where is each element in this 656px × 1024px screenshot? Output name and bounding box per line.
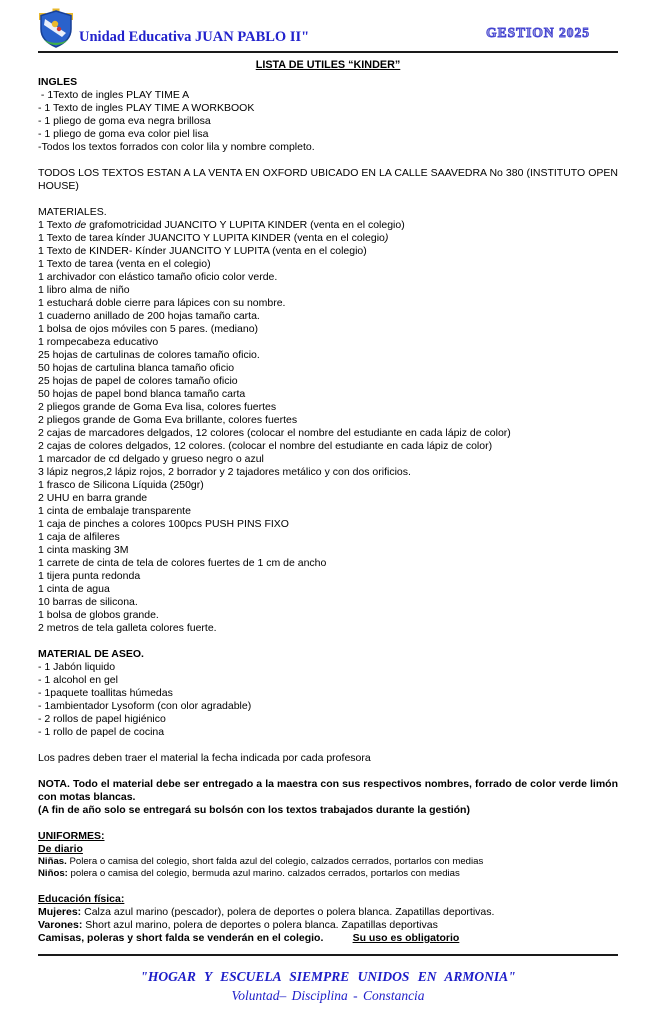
list-item <box>38 271 618 284</box>
text-run: 1 bolsa de globos grande. <box>38 609 159 621</box>
list-item <box>38 219 618 232</box>
school-crest-icon <box>38 8 74 48</box>
uniform-mujeres <box>38 906 618 919</box>
document-footer <box>38 954 618 1004</box>
text-run: - 1paquete toallitas húmedas <box>38 687 173 699</box>
list-item <box>38 89 618 102</box>
section-heading-uniformes <box>38 830 618 843</box>
uniform-ninos <box>38 868 618 880</box>
text-run: 1 Texto de tarea (venta en el colegio) <box>38 258 211 270</box>
list-item <box>38 570 618 583</box>
text-run: Niñas. <box>38 856 67 867</box>
list-item <box>38 245 618 258</box>
document-content <box>38 76 618 945</box>
text-run <box>323 932 352 944</box>
text-run: De diario <box>38 843 83 855</box>
text-run: NOTA. Todo el material debe ser entregado a la maestra con sus respectivos nombres, forrado de color verde limón con motas blancas. <box>38 778 618 803</box>
footer-values: Voluntad– Disciplina - Constancia <box>231 988 425 1003</box>
text-run: - 1Texto de ingles PLAY TIME A <box>38 89 190 101</box>
subheading-educacion-fisica <box>38 893 618 906</box>
text-run: 50 hojas de cartulina blanca tamaño oficio <box>38 362 235 374</box>
text-run: 1 cinta de agua <box>38 583 110 595</box>
list-item <box>38 687 618 700</box>
text-run: 25 hojas de cartulinas de colores tamaño oficio. <box>38 349 260 361</box>
text-run: 1 estuchará doble cierre para lápices con su nombre. <box>38 297 286 309</box>
text-run: 1 tijera punta redonda <box>38 570 141 582</box>
section-heading-aseo <box>38 648 618 661</box>
list-item <box>38 427 618 440</box>
text-run: 10 barras de silicona. <box>38 596 138 608</box>
list-item <box>38 336 618 349</box>
list-item <box>38 609 618 622</box>
text-run: - 1 pliego de goma eva negra brillosa <box>38 115 211 127</box>
list-item <box>38 674 618 687</box>
list-item <box>38 713 618 726</box>
list-item <box>38 531 618 544</box>
spacer <box>38 154 618 167</box>
section-heading-ingles <box>38 76 618 89</box>
list-item <box>38 310 618 323</box>
note-camisas <box>38 932 618 945</box>
list-item <box>38 700 618 713</box>
text-run: 2 UHU en barra grande <box>38 492 148 504</box>
text-run: 1 carrete de cinta de tela de colores fuertes de 1 cm de ancho <box>38 557 327 569</box>
list-item <box>38 388 618 401</box>
spacer <box>38 739 618 752</box>
subheading-de-diario <box>38 843 618 856</box>
school-name: Unidad Educativa JUAN PABLO II" <box>79 29 310 45</box>
text-run: MATERIALES. <box>38 206 107 218</box>
text-run: (A fin de año solo se entregará su bolsón con los textos trabajados durante la gestión) <box>38 804 470 816</box>
list-item <box>38 661 618 674</box>
text-run: 1 Texto de KINDER- Kínder JUANCITO Y LUPITA (venta en el colegio) <box>38 245 367 257</box>
text-run: 1 cuaderno anillado de 200 hojas tamaño carta. <box>38 310 260 322</box>
text-run: 1 libro alma de niño <box>38 284 130 296</box>
list-item <box>38 544 618 557</box>
text-run: Varones: <box>38 919 83 931</box>
text-run: Calza azul marino (pescador), polera de deportes o polera blanca. Zapatillas deportivas. <box>81 906 495 918</box>
text-run: - 1 pliego de goma eva color piel lisa <box>38 128 209 140</box>
text-run: 3 lápiz negros,2 lápiz rojos, 2 borrador y 2 tajadores metálico y con dos orificios. <box>38 466 411 478</box>
list-item <box>38 362 618 375</box>
text-run: - 2 rollos de papel higiénico <box>38 713 166 725</box>
text-run: Los padres deben traer el material la fecha indicada por cada profesora <box>38 752 371 764</box>
list-item <box>38 258 618 271</box>
gestion-label: GESTION 2025 <box>486 25 590 40</box>
text-run: -Todos los textos forrados con color lila y nombre completo. <box>38 141 315 153</box>
spacer <box>38 635 618 648</box>
text-run: TODOS LOS TEXTOS ESTAN A LA VENTA EN OXFORD UBICADO EN LA CALLE SAAVEDRA No 380 (INSTITUTO OPEN HOUSE) <box>38 167 618 192</box>
text-run: 1 marcador de cd delgado y grueso negro o azul <box>38 453 264 465</box>
text-run: 1 caja de alfileres <box>38 531 120 543</box>
section-heading-materiales <box>38 206 618 219</box>
list-item <box>38 349 618 362</box>
list-item <box>38 141 618 154</box>
list-item <box>38 557 618 570</box>
list-item <box>38 284 618 297</box>
text-run: polera o camisa del colegio, bermuda azul marino. calzados cerrados, portarlos con medias <box>67 868 460 879</box>
list-item <box>38 115 618 128</box>
note-fin-de-ano <box>38 804 618 817</box>
list-item <box>38 479 618 492</box>
text-run: 1 Texto de tarea kínder JUANCITO Y LUPITA KINDER (venta en el colegio <box>38 232 385 244</box>
list-item <box>38 323 618 336</box>
list-item <box>38 401 618 414</box>
list-item <box>38 622 618 635</box>
spacer <box>38 765 618 778</box>
notice-venta-textos <box>38 167 618 193</box>
text-run: INGLES <box>38 76 78 88</box>
note-nota <box>38 778 618 804</box>
text-run: Short azul marino, polera de deportes o polera blanca. Zapatillas deportivas <box>82 919 438 931</box>
spacer <box>38 880 618 893</box>
text-run: 25 hojas de papel de colores tamaño oficio <box>38 375 238 387</box>
text-run: grafomotricidad JUANCITO Y LUPITA KINDER (venta en el colegio) <box>86 219 405 231</box>
footer-motto: "HOGAR Y ESCUELA SIEMPRE UNIDOS EN ARMONIA" <box>140 969 516 984</box>
list-item <box>38 414 618 427</box>
text-run: - 1 Jabón liquido <box>38 661 116 673</box>
text-run: 2 cajas de colores delgados, 12 colores. (colocar el nombre del estudiante en cada lápiz de color) <box>38 440 493 452</box>
note-padres <box>38 752 618 765</box>
text-run: ) <box>384 232 389 244</box>
spacer <box>38 193 618 206</box>
text-run: 1 rompecabeza educativo <box>38 336 159 348</box>
text-run: UNIFORMES: <box>38 830 105 842</box>
list-item <box>38 453 618 466</box>
text-run: 50 hojas de papel bond blanca tamaño carta <box>38 388 246 400</box>
text-run: 2 cajas de marcadores delgados, 12 colores (colocar el nombre del estudiante en cada lápiz de color) <box>38 427 511 439</box>
text-run: - 1 rollo de papel de cocina <box>38 726 165 738</box>
uniform-ninas <box>38 856 618 868</box>
text-run: - 1 alcohol en gel <box>38 674 118 686</box>
text-run: de <box>74 219 87 231</box>
text-run: Niños: <box>38 868 68 879</box>
text-run: Camisas, poleras y short falda se venderán en el colegio. <box>38 932 324 944</box>
text-run: MATERIAL DE ASEO. <box>38 648 144 660</box>
list-item <box>38 102 618 115</box>
uniform-varones <box>38 919 618 932</box>
list-item <box>38 726 618 739</box>
text-run: 2 pliegos grande de Goma Eva brillante, colores fuertes <box>38 414 298 426</box>
text-run: 1 frasco de Silicona Líquida (250gr) <box>38 479 204 491</box>
list-item <box>38 505 618 518</box>
text-run: 1 Texto <box>38 219 75 231</box>
spacer <box>38 817 618 830</box>
text-run: Su uso es obligatorio <box>352 932 460 944</box>
list-item <box>38 128 618 141</box>
list-item <box>38 466 618 479</box>
list-item <box>38 232 618 245</box>
text-run: Mujeres: <box>38 906 82 918</box>
text-run: 1 caja de pinches a colores 100pcs PUSH PINS FIXO <box>38 518 289 530</box>
text-run: Educación física: <box>38 893 125 905</box>
list-item <box>38 518 618 531</box>
page-title: LISTA DE UTILES “KINDER” <box>255 59 401 71</box>
document-header <box>38 8 618 53</box>
text-run: - 1 Texto de ingles PLAY TIME A WORKBOOK <box>38 102 255 114</box>
list-item <box>38 596 618 609</box>
text-run: 1 cinta de embalaje transparente <box>38 505 191 517</box>
list-item <box>38 297 618 310</box>
text-run: 1 archivador con elástico tamaño oficio color verde. <box>38 271 278 283</box>
list-item <box>38 440 618 453</box>
list-item <box>38 492 618 505</box>
list-item <box>38 375 618 388</box>
text-run: 1 bolsa de ojos móviles con 5 pares. (mediano) <box>38 323 259 335</box>
text-run: - 1ambientador Lysoform (con olor agradable) <box>38 700 252 712</box>
list-item <box>38 583 618 596</box>
text-run: Polera o camisa del colegio, short falda azul del colegio, calzados cerrados, portarlos con medias <box>66 856 484 867</box>
text-run: 1 cinta masking 3M <box>38 544 129 556</box>
text-run: 2 pliegos grande de Goma Eva lisa, colores fuertes <box>38 401 277 413</box>
text-run: 2 metros de tela galleta colores fuerte. <box>38 622 217 634</box>
